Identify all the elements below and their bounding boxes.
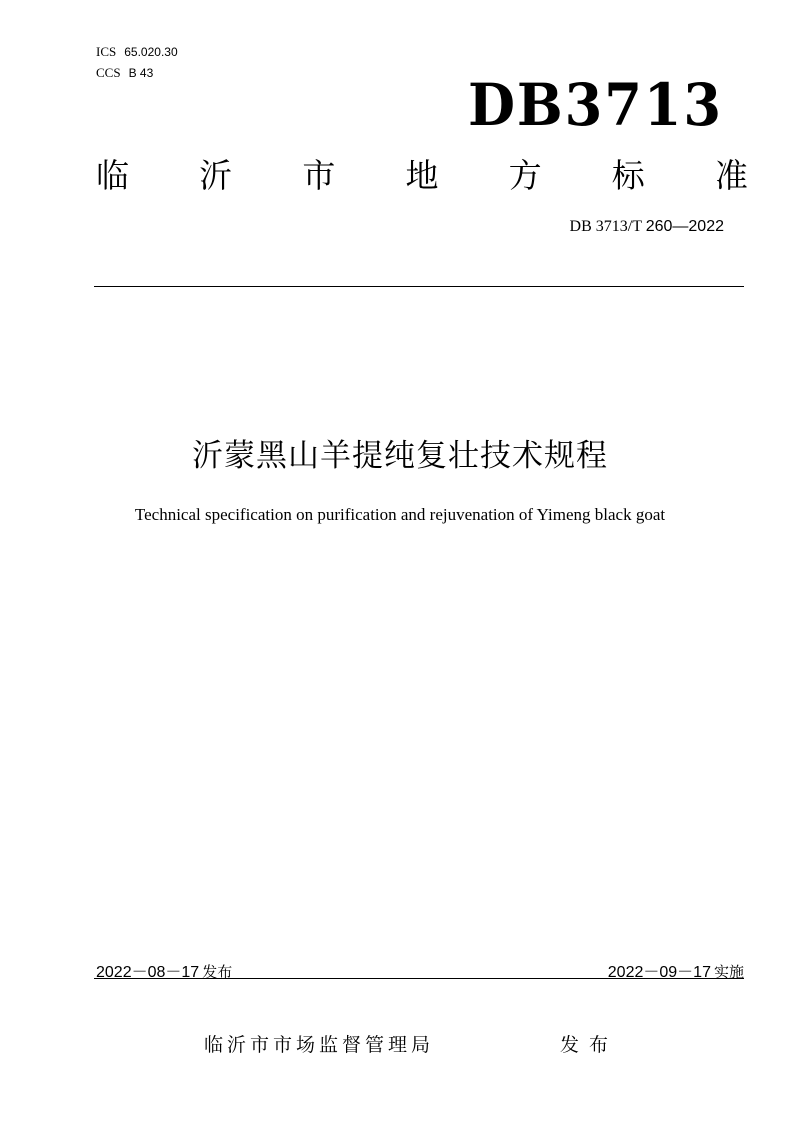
- header-divider: [94, 286, 744, 287]
- standard-type-char: 沂: [199, 156, 233, 195]
- implement-date-label: 实施: [713, 963, 744, 981]
- standard-type-title: [96, 156, 748, 196]
- standard-type-char: 地: [405, 156, 439, 195]
- issuing-authority: 临沂市市场监督管理局: [204, 1034, 435, 1056]
- ccs-value: B 43: [128, 66, 154, 80]
- standard-number-code: 260—2022: [645, 218, 724, 235]
- ics-value: 65.020.30: [124, 45, 178, 59]
- document-title-chinese: 沂蒙黑山羊提纯复壮技术规程: [192, 438, 608, 474]
- implement-date-value: 2022－09－17: [607, 964, 711, 981]
- standard-type-char: 准: [714, 156, 748, 195]
- standard-number-prefix: DB 3713/T: [569, 218, 642, 235]
- ccs-label: CCS: [96, 65, 121, 80]
- footer-divider: [94, 978, 744, 979]
- standard-type-char: 标: [611, 156, 645, 195]
- standard-type-char: 市: [302, 156, 336, 195]
- standard-number: [570, 218, 724, 236]
- standard-type-char: 临: [96, 156, 129, 195]
- ics-classification: [96, 41, 178, 60]
- publish-date-label: 发布: [202, 963, 233, 981]
- issue-label: 发布: [560, 1034, 619, 1056]
- db3713-logo-text: DB3713: [468, 71, 723, 132]
- db3713-logo: [468, 70, 730, 132]
- ccs-classification: [96, 62, 153, 81]
- ics-label: ICS: [96, 44, 117, 59]
- publish-date-value: 2022－08－17: [96, 964, 200, 981]
- document-title-english: Technical specification on purification and rejuvenation of Yimeng black goat: [134, 505, 666, 524]
- standard-type-char: 方: [508, 156, 542, 195]
